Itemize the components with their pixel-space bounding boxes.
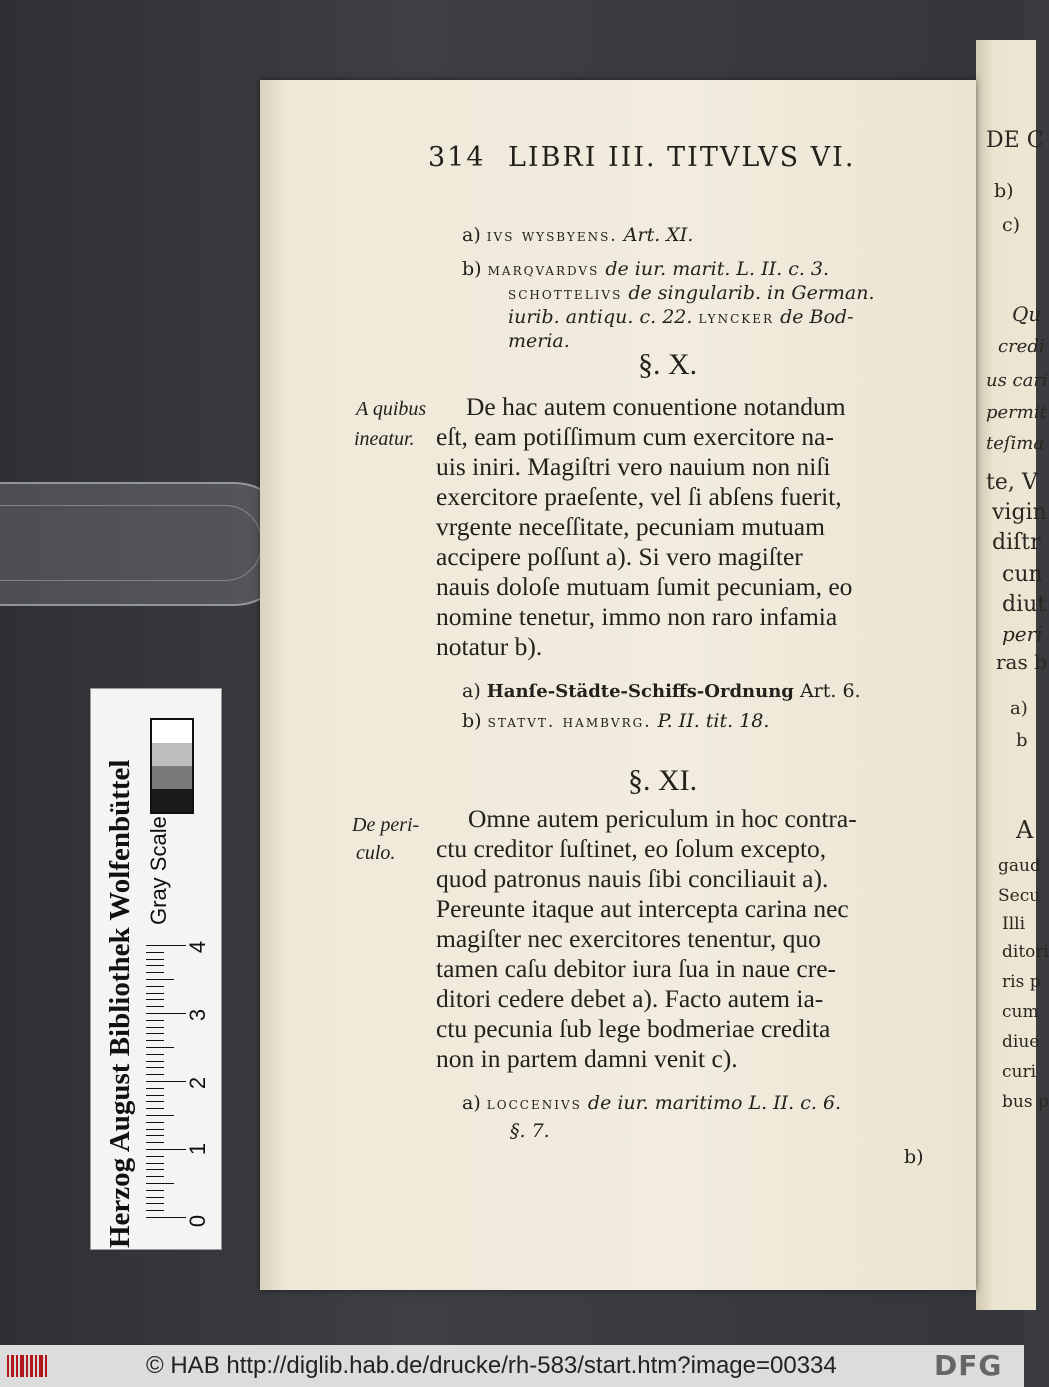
next-page-fragment: Qu: [1012, 302, 1042, 326]
next-page-fragment: credi: [998, 336, 1045, 357]
footnote-mark: a): [462, 1092, 481, 1114]
ruler-tick: [146, 1149, 186, 1150]
ruler-tick: [146, 1169, 164, 1170]
footnote-ref: P. II. tit. 18.: [657, 710, 770, 732]
ruler-number: 0: [185, 1214, 211, 1228]
gray-scale-label: Gray Scale: [146, 816, 171, 925]
footnote-ref: Art. 6.: [799, 680, 861, 702]
ruler-tick: [146, 1095, 164, 1096]
next-page-fragment: Illi: [1002, 914, 1026, 934]
next-page-fragment: a): [1010, 698, 1028, 719]
ruler-tick: [146, 1061, 164, 1062]
text-line: nauis doloſe mutuam ſumit pecuniam, eo: [436, 572, 853, 601]
ruler-tick: [146, 952, 164, 953]
copyright-url[interactable]: © HAB http://diglib.hab.de/drucke/rh-583/start.htm?image=00334: [146, 1352, 837, 1379]
footnote-text: de iur. maritimo L. II. c. 6.: [587, 1092, 842, 1114]
ruler-tick: [146, 1135, 164, 1136]
ruler-tick: [146, 1115, 174, 1116]
ruler-tick: [146, 1033, 164, 1034]
next-page-fragment: DE C: [986, 128, 1044, 153]
gray-swatch: [152, 720, 192, 743]
library-name: Herzog August Bibliothek Wolfenbüttel: [104, 759, 136, 1248]
ruler-tick: [146, 1047, 174, 1048]
next-page-fragment: diſtr: [992, 530, 1041, 555]
next-page-fragment: b): [994, 180, 1014, 202]
next-page-fragment: bus p: [1002, 1092, 1049, 1112]
barcode-logo-icon: [6, 1353, 48, 1379]
next-page-fragment: gaud: [998, 856, 1041, 876]
ruler-tick: [146, 1108, 164, 1109]
catchword: b): [904, 1146, 924, 1168]
ruler-tick: [146, 1081, 186, 1082]
dfg-logo: DFG: [934, 1349, 1003, 1382]
gray-swatch: [152, 766, 192, 789]
ruler-tick: [146, 1203, 164, 1204]
text-line: tamen caſu debitor iura ſua in naue cre-: [436, 954, 837, 983]
ruler-tick: [146, 993, 164, 994]
next-page-fragment: vigin: [992, 500, 1047, 525]
text-line: magiſter nec exercitores tenentur, quo: [436, 924, 821, 953]
ruler-tick: [146, 1183, 174, 1184]
footnote-mark: a): [462, 224, 481, 246]
next-page-fragment: diut: [1002, 592, 1047, 617]
next-page-fragment: ditori: [1002, 942, 1049, 962]
section-heading-x: §. X.: [638, 348, 698, 381]
ruler-tick: [146, 1067, 164, 1068]
ruler-tick: [146, 972, 164, 973]
gray-swatches: [150, 718, 194, 814]
ruler-number: 1: [185, 1142, 211, 1156]
footnote-b-line3: [508, 306, 854, 328]
footnote-a-top: [462, 224, 693, 246]
ruler-tick: [146, 1088, 164, 1089]
gray-swatch: [152, 743, 192, 766]
next-page-fragment: cun: [1002, 562, 1043, 587]
text-line: non in partem damni venit c).: [436, 1044, 738, 1073]
ruler-tick: [146, 1027, 164, 1028]
footnote-author: marqvardvs: [487, 260, 600, 280]
text-line: ctu pecunia ſub lege bodmeriae credita: [436, 1014, 831, 1043]
next-page-fragment: diue: [1002, 1032, 1040, 1052]
text-line: vrgente neceſſitate, pecuniam mutuam: [436, 512, 825, 541]
margin-note: culo.: [356, 842, 396, 864]
ruler-number: 2: [185, 1076, 211, 1090]
text-line: Pereunte itaque aut intercepta carina nec: [436, 894, 849, 923]
footnote-a-bottom-line2: §. 7.: [510, 1120, 550, 1142]
footnote-text: de Bod-: [780, 306, 854, 328]
ruler-tick: [146, 979, 174, 980]
ruler-tick: [146, 1074, 164, 1075]
footnote-mark: b): [462, 710, 482, 732]
next-page-fragment: A: [1016, 816, 1034, 844]
ruler-tick: [146, 1217, 186, 1218]
next-page-fragment: b: [1016, 730, 1028, 751]
ruler-tick: [146, 1210, 164, 1211]
text-line: nomine tenetur, immo non raro infamia: [436, 602, 838, 631]
text-line: quod patronus nauis ſibi conciliauit a).: [436, 864, 829, 893]
text-line: ditori cedere debet a). Facto autem ia-: [436, 984, 824, 1013]
next-page-fragment: Secu: [998, 886, 1041, 906]
running-title: LIBRI III. TITVLVS VI.: [508, 142, 856, 173]
footnote-b-line2: [508, 282, 875, 304]
footnote-author: statvt. hambvrg.: [487, 712, 652, 732]
ruler-tick: [146, 965, 164, 966]
footnote-a-bottom: [462, 1092, 841, 1114]
text-line: eſt, eam potiſſimum cum exercitore na-: [436, 422, 834, 451]
ruler-tick: [146, 1163, 164, 1164]
next-page-fragment: te, V: [986, 470, 1038, 495]
ruler-tick: [146, 1122, 164, 1123]
ruler-tick: [146, 1101, 164, 1102]
next-page-fragment: c): [1002, 214, 1021, 236]
ruler-tick: [146, 945, 186, 946]
book-page: [260, 80, 976, 1290]
footnote-b-middle: [462, 710, 769, 732]
ruler-tick: [146, 999, 164, 1000]
ruler-tick: [146, 986, 164, 987]
next-page-fragment: permit: [986, 402, 1047, 423]
text-line: accipere poſſunt a). Si vero magiſter: [436, 542, 803, 571]
margin-note: De peri-: [352, 814, 420, 836]
footnote-b-line1: [462, 258, 829, 280]
ruler-tick: [146, 1156, 164, 1157]
footnote-author: lyncker: [698, 308, 775, 328]
next-page-fragment: curi: [1002, 1062, 1037, 1082]
margin-note: A quibus: [356, 398, 427, 420]
gray-swatch: [152, 789, 192, 812]
footnote-text: Hanſe-Städte-Schiffs-Ordnung: [486, 681, 794, 702]
ruler-tick: [146, 1197, 164, 1198]
footnote-a-middle: [462, 680, 861, 702]
ruler-tick: [146, 959, 164, 960]
margin-note: ineatur.: [354, 428, 415, 450]
ruler-tick: [146, 1020, 164, 1021]
footnote-mark: b): [462, 258, 482, 280]
text-line: De hac autem conuentione notandum: [466, 392, 846, 421]
footer-bar: [0, 1345, 1024, 1387]
ruler-number: 4: [185, 940, 211, 954]
footnote-author: loccenivs: [486, 1094, 582, 1114]
text-line: uis iniri. Magiſtri vero nauium non niſi: [436, 452, 831, 481]
ruler-tick: [146, 1142, 164, 1143]
text-line: ctu creditor ſuſtinet, eo ſolum excepto,: [436, 834, 827, 863]
ruler-number: 3: [185, 1008, 211, 1022]
ruler-tick: [146, 1013, 186, 1014]
next-page-fragment: teſima: [986, 433, 1045, 454]
footnote-text: de iur. marit. L. II. c. 3.: [605, 258, 830, 280]
footnote-author: ivs wysbyens.: [486, 226, 618, 246]
ruler-tick: [146, 1176, 164, 1177]
footnote-b-line4: meria.: [508, 330, 570, 352]
footnote-ref: Art. XI.: [623, 224, 694, 246]
footnote-author: schottelivs: [508, 284, 623, 304]
ruler-tick: [146, 1040, 164, 1041]
section-heading-xi: §. XI.: [628, 764, 698, 797]
ruler-tick: [146, 1054, 164, 1055]
ruler-tick: [146, 1190, 164, 1191]
next-page-fragment: peri: [1002, 622, 1043, 646]
footnote-mark: a): [462, 680, 481, 702]
next-page-fragment: cum: [1002, 1002, 1039, 1022]
ruler-tick: [146, 1006, 164, 1007]
page-number: 314: [428, 142, 486, 173]
text-line: Omne autem periculum in hoc contra-: [468, 804, 857, 833]
text-line: notatur b).: [436, 632, 543, 661]
footnote-text: de singularib. in German.: [628, 282, 875, 304]
next-page-fragment: us cari: [986, 370, 1048, 391]
plastic-clip-inner: [0, 505, 262, 581]
footnote-text: iurib. antiqu. c. 22.: [508, 306, 693, 328]
next-page-fragment: ras b: [996, 650, 1047, 674]
next-page-fragment: ris p: [1002, 972, 1041, 992]
text-line: exercitore praeſente, vel ſi abſens fuerit,: [436, 482, 842, 511]
ruler-tick: [146, 1129, 164, 1130]
next-page-edge: [976, 40, 1049, 1310]
